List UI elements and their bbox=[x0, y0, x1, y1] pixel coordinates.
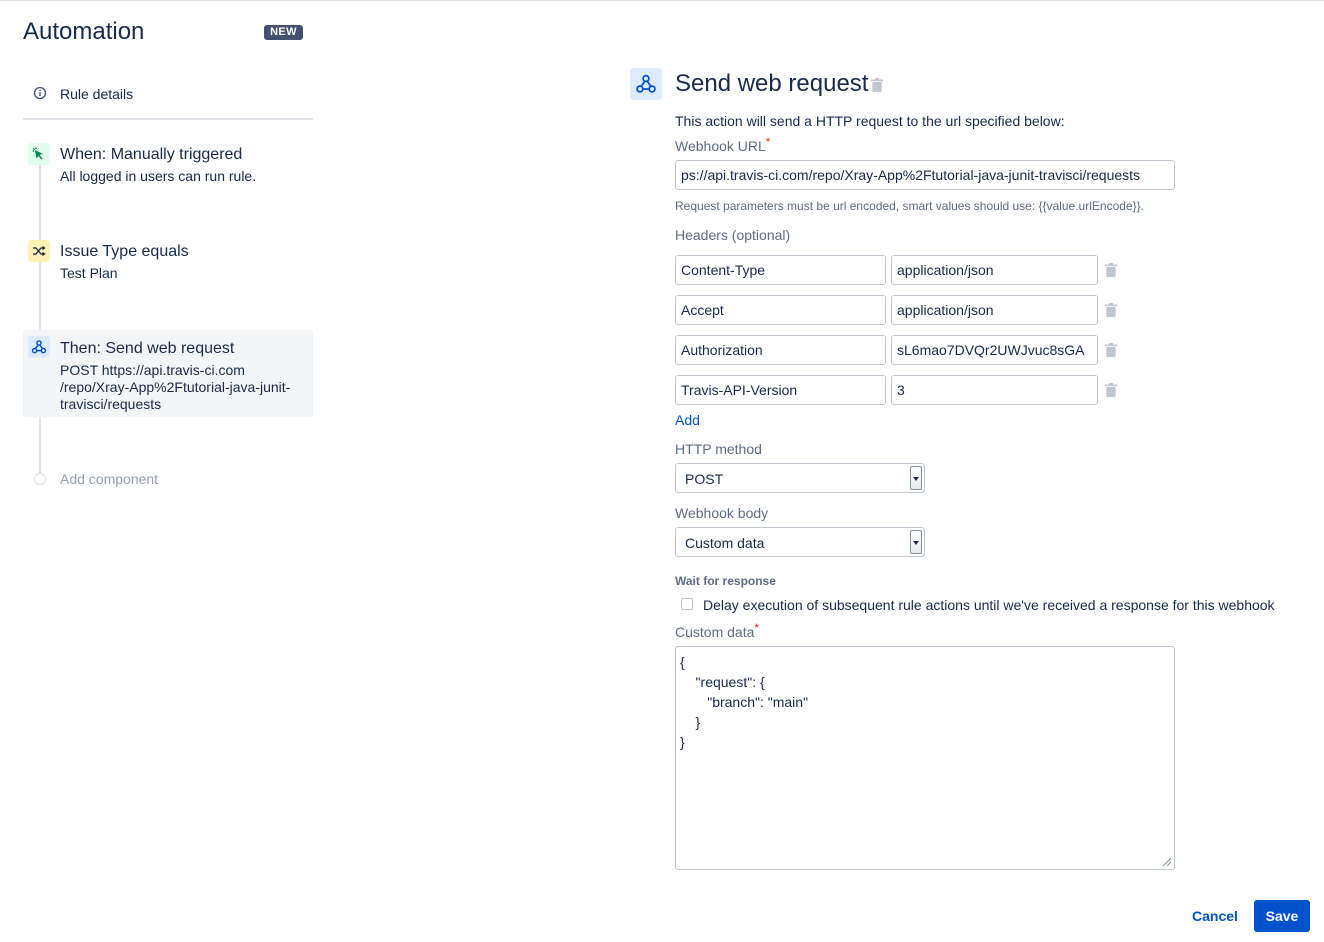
webhook-body-select[interactable] bbox=[675, 527, 925, 557]
component-title: Then: Send web request bbox=[60, 340, 235, 357]
delete-header-icon[interactable] bbox=[1105, 383, 1117, 397]
delete-header-icon[interactable] bbox=[1105, 263, 1117, 277]
webhook-icon bbox=[630, 68, 662, 100]
component-action-selected[interactable] bbox=[23, 330, 313, 417]
save-button[interactable]: Save bbox=[1254, 900, 1310, 932]
webhook-url-label-text: Webhook URL bbox=[675, 138, 766, 154]
custom-data-textarea[interactable] bbox=[675, 646, 1175, 870]
http-method-label: HTTP method bbox=[675, 441, 762, 457]
http-method-select[interactable] bbox=[675, 463, 925, 493]
action-description: This action will send a HTTP request to the url specified below: bbox=[675, 113, 1065, 129]
resize-handle-icon[interactable] bbox=[1160, 855, 1172, 867]
shuffle-icon bbox=[28, 240, 50, 262]
webhook-body-label: Webhook body bbox=[675, 505, 769, 521]
header-key-input[interactable] bbox=[675, 375, 886, 405]
wait-for-response-checkbox[interactable] bbox=[681, 598, 693, 610]
sidebar-divider bbox=[23, 118, 313, 120]
headers-label: Headers (optional) bbox=[675, 227, 791, 243]
delete-header-icon[interactable] bbox=[1105, 303, 1117, 317]
http-method-value: POST bbox=[685, 471, 724, 487]
timeline-line bbox=[39, 150, 41, 478]
component-title: Issue Type equals bbox=[60, 243, 189, 260]
wait-for-response-label: Wait for response bbox=[675, 574, 776, 588]
header-value-input[interactable] bbox=[891, 255, 1098, 285]
header-key-input[interactable] bbox=[675, 255, 886, 285]
chevron-down-icon bbox=[910, 466, 922, 490]
component-subtitle: Test Plan bbox=[60, 265, 118, 281]
new-badge: NEW bbox=[264, 25, 303, 40]
add-header-link[interactable]: Add bbox=[675, 412, 700, 428]
webhook-icon bbox=[28, 336, 50, 358]
webhook-url-label bbox=[675, 135, 771, 154]
rule-details-link[interactable] bbox=[23, 80, 313, 110]
webhook-body-value: Custom data bbox=[685, 535, 765, 551]
component-subtitle: POST https://api.travis-ci.com /repo/Xray-App%2Ftutorial-java-junit- travisci/requests bbox=[60, 362, 291, 412]
component-title: When: Manually triggered bbox=[60, 146, 243, 163]
header-key-input[interactable] bbox=[675, 295, 886, 325]
cancel-button[interactable]: Cancel bbox=[1184, 900, 1246, 932]
chevron-down-icon bbox=[910, 530, 922, 554]
required-mark: * bbox=[754, 621, 760, 635]
header-value-input[interactable] bbox=[891, 295, 1098, 325]
custom-data-label-text: Custom data bbox=[675, 624, 755, 640]
add-component-label: Add component bbox=[60, 471, 159, 487]
header-key-input[interactable] bbox=[675, 335, 886, 365]
component-condition[interactable] bbox=[23, 237, 313, 289]
component-subtitle: All logged in users can run rule. bbox=[60, 168, 257, 184]
cursor-click-icon bbox=[28, 143, 50, 165]
webhook-url-helper: Request parameters must be url encoded, smart values should use: {{value.urlEncode}}. bbox=[675, 199, 1144, 213]
header-value-input[interactable] bbox=[891, 375, 1098, 405]
top-border bbox=[0, 0, 1324, 1]
rule-details-label: Rule details bbox=[60, 86, 134, 102]
header-value-input[interactable] bbox=[891, 335, 1098, 365]
wait-for-response-checkbox-label[interactable]: Delay execution of subsequent rule actions until we've received a response for this webhook bbox=[703, 597, 1275, 613]
page-title: Automation bbox=[23, 18, 145, 45]
custom-data-label bbox=[675, 621, 760, 640]
component-trigger[interactable] bbox=[23, 140, 313, 192]
add-component-button[interactable] bbox=[23, 466, 313, 492]
required-mark: * bbox=[765, 135, 771, 149]
delete-header-icon[interactable] bbox=[1105, 343, 1117, 357]
webhook-url-input[interactable] bbox=[675, 160, 1175, 190]
panel-title: Send web request bbox=[675, 70, 869, 97]
delete-component-icon[interactable] bbox=[871, 78, 883, 92]
add-component-dot bbox=[34, 473, 46, 485]
info-icon bbox=[33, 86, 47, 100]
